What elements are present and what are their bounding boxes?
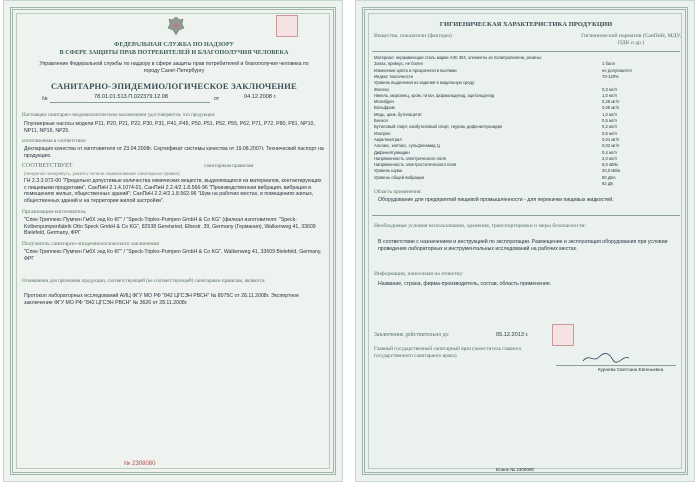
number-label: № [42, 96, 48, 102]
label-info-label: Информация, наносимая на этикетку: [374, 271, 464, 277]
norm-value: 20,0 кВ/м [602, 168, 620, 174]
table-row [374, 124, 679, 130]
table-row [374, 131, 679, 137]
document-title: САНИТАРНО-ЭПИДЕМИОЛОГИЧЕСКОЕ ЗАКЛЮЧЕНИЕ [51, 81, 297, 91]
directorate-text: Управление Федеральной службы по надзору в сфере защиты прав потребителей и благополучия человека по городу Санкт-Петербургу [39, 61, 309, 74]
scope-divider [372, 215, 680, 216]
norm-value: не допускается [602, 67, 632, 73]
conforms-note: (ненужное зачеркнуть, указать полное наименование санитарных правил) [24, 171, 180, 176]
hygiene-title: ГИГИЕНИЧЕСКАЯ ХАРАКТЕРИСТИКА ПРОДУКЦИИ [439, 21, 613, 28]
table-row [374, 181, 679, 187]
certificate-date: 04.12.2008 г. [244, 94, 277, 100]
table-row [374, 175, 679, 181]
substance-name: Индекс токсичности [374, 73, 413, 79]
substance-name: Уровень общей вибрации [374, 174, 424, 180]
basis-label: Основанием для признания продукции, соответствующей (не соответствующей) санитарным правилам, являются [22, 279, 265, 284]
table-row [374, 143, 679, 149]
norm-value: 0,4 мг/л [602, 149, 617, 155]
norm-value: 0,01 мг/л [602, 136, 620, 142]
substance-name: Бензол [374, 118, 388, 123]
signer-title: Главный государственный санитарный врач (заместитель главного государственного санитарного врача) [374, 346, 522, 359]
hologram-stamp-icon [276, 15, 298, 37]
blank-serial-number: Бланк № 2308080 [496, 467, 535, 472]
label-info-text: Название, страна, фирма-производитель, состав, область применения. [378, 281, 551, 287]
norm-value: 1,0 мг/л [602, 92, 617, 98]
conforms-tail: санитарным правилам [204, 163, 254, 169]
attests-label: Настоящим санитарно-эпидемиологическим заключением удостоверяется, что продукция: [22, 113, 216, 118]
table-row [374, 80, 679, 86]
substance-name: Дифенилгуанидин [374, 149, 410, 155]
substance-name: Вольфрам [374, 105, 395, 111]
manufacturer-text: "Спек-Триплекс-Пумпен ГмбХ энд Ко КГ" / "Speck-Triplex-Pumpen GmbH & Co KG" (филиал изготовителя: "Speck-Kolbenpumpenfabrik Otto Speck GmbH & Co KG", 82538 Geretsried, Elbestr. 39, Germany (Германия), Walkenweg 41, 33609 Bielefeld, Germany, ФРГ [24, 217, 316, 236]
table-row [374, 112, 679, 118]
recipient-text: "Спек-Триплекс-Пумпен ГмбХ энд Ко КГ" / "Speck-Triplex-Pumpen GmbH & Co KG", Walkenweg 41, 33609 Bielefeld, Germany, ФРГ [24, 249, 322, 262]
table-row [374, 99, 679, 105]
substance-name: Напряженность электрического поля [374, 155, 446, 161]
table-row [374, 74, 679, 80]
substance-name: Медь, цинк, бутилацетат [374, 111, 422, 117]
product-description: Плунжерные насосы модели P11, P20, P21, P22, P30, P31, P41, P45, P50, P51, P52, P55, P62, P71, P72, P80, P81, NP10, NP11, NP16, NP25. [24, 121, 315, 134]
norm-value: 0,5 мг/л [602, 130, 617, 136]
valid-until-date: 05.12.2013 г. [496, 332, 529, 338]
table-row [374, 168, 679, 174]
norm-value: 70-120% [602, 73, 619, 79]
table-row [374, 105, 679, 111]
table-row [374, 150, 679, 156]
table-row [374, 137, 679, 143]
substance-name: Альтакс, каптакс, сульфенамид Ц [374, 143, 440, 149]
table-row [374, 61, 679, 67]
sanitary-norms-text: ГН 2.3.3.972-00 "Предельно допустимые количества химических веществ, выделяющихся из материалов, контактирующих с пищевыми продуктами", СанПиН 2.1.4.1074-01, СанПиН 2.2.4/2.1.8.566-96 "Производственная вибрация, вибрация в помещениях жилых, общественных зданий"; СанПиН 2.2.4/2.1.8.562-96 "Шум на рабочих местах, в помещениях жилых, общественных зданий и на территории жилой застройки". [24, 178, 322, 204]
table-row [374, 55, 679, 61]
signature-icon [581, 351, 631, 365]
basis-text: Протокол лабораторных исследований АИЦ ФГУ МО РФ "842 ЦГСЭН РВСН" № 8075С от 28.11.2008г. Экспертное заключение ФГУ МО РФ "842 ЦГСЭН РВСН" № 3626 от 28.11.2008г. [24, 293, 299, 306]
certificate-back-page [355, 0, 695, 482]
norm-value: 2,0 мг/л [602, 155, 617, 161]
substance-name: Изопрен [374, 130, 391, 136]
table-row [374, 156, 679, 162]
table-row [374, 87, 679, 93]
valid-until-label: Заключение действительно до [374, 332, 449, 338]
substance-name: Запах, привкус, не более [374, 61, 423, 67]
signer-name: Курнева Светлана Евгеньевна [598, 367, 664, 372]
norm-value: 92 дБ [602, 181, 614, 186]
certificate-front-page [3, 0, 343, 482]
substances-column-header: Вещества, показатели (факторы) [374, 33, 452, 39]
table-row [374, 118, 679, 124]
header-divider [372, 51, 680, 52]
substance-name: Напряженность электростатического поля [374, 162, 457, 168]
recipient-label: Получатель санитарно-эпидемиологического заключения [22, 241, 160, 247]
table-row [374, 68, 679, 74]
date-label: от [214, 96, 220, 102]
norm-value: 0,5 мг/л [602, 118, 617, 123]
norm-value: 0,2 мг/л [602, 124, 617, 130]
agency-line-1: ФЕДЕРАЛЬНАЯ СЛУЖБА ПО НАДЗОРУ [114, 41, 234, 48]
norm-value: 0,05 мг/л [602, 105, 620, 111]
norm-value: 5,0 кВ/м [602, 162, 618, 168]
manufactured-label: изготовленная в соответствии [22, 139, 86, 144]
norm-value: 0,3 мг/л [602, 86, 617, 92]
substance-name: Никель, марганец, хром, титан, формальдегид, ацетальдегид [374, 92, 495, 98]
table-row [374, 162, 679, 168]
coat-of-arms-icon [166, 15, 186, 37]
blank-serial-number: № 2308080 [124, 461, 156, 467]
norm-column-header: Гигиенический норматив (СанПиН, МДУ, ПДК и др.) [581, 33, 681, 46]
conforms-label: СООТВЕТСТВУЕТ [22, 163, 73, 169]
conditions-label: Необходимые условия использования, хранения, транспортировки и меры безопасности: [374, 223, 587, 229]
agency-line-2: В СФЕРЕ ЗАЩИТЫ ПРАВ ПОТРЕБИТЕЛЕЙ И БЛАГОПОЛУЧИЯ ЧЕЛОВЕКА [59, 49, 289, 56]
substance-name: Уровень выделения из изделия в модельную среду: [374, 80, 476, 86]
norm-value: 0,02 мг/л [602, 143, 620, 149]
manufacturer-label: Организация-изготовитель [22, 209, 86, 215]
substance-name: Бутиловый спирт, изобутиловый спирт, тиурам, дифенилгуанидин [374, 124, 503, 130]
number-underline [50, 102, 210, 103]
hologram-stamp-icon [552, 324, 574, 346]
substance-name: Изменение цвета и прозрачности вытяжки [374, 67, 457, 73]
norm-value: 1,0 мг/л [602, 111, 617, 117]
conditions-text: В соответствии с назначением и инструкцией по эксплуатации. Размещение и эксплуатация оборудования при условии проведения лабораторных и инструментальных исследований на рабочих местах. [378, 239, 668, 252]
norm-value: 80 дБА [602, 174, 616, 180]
substance-name: Молибден [374, 99, 394, 105]
certificate-number: 78.01.01.513.П.022379.12.08 [94, 94, 169, 100]
norm-value: 1 балл [602, 61, 616, 67]
scope-label: Область применения: [374, 189, 422, 195]
scope-text: Оборудование для предприятий пищевой промышленности - для перекачки пищевых жидкостей. [378, 197, 614, 203]
substance-name: Железо [374, 86, 389, 92]
substance-name: Материал: нержавеющая сталь марки AISI 304, элементы из полипропилена, резины: [374, 55, 542, 60]
substance-name: Акрилонитрил [374, 136, 402, 142]
signature-line [556, 365, 676, 366]
manufactured-text: Декларация качества от изготовителя от 23.04.2008г. Сертификат системы качества от 19.08.2007г. Технический паспорт на продукцию. [24, 146, 324, 159]
substance-name: Уровень шума [374, 168, 402, 174]
table-row [374, 93, 679, 99]
norm-value: 0,25 мг/л [602, 99, 620, 105]
